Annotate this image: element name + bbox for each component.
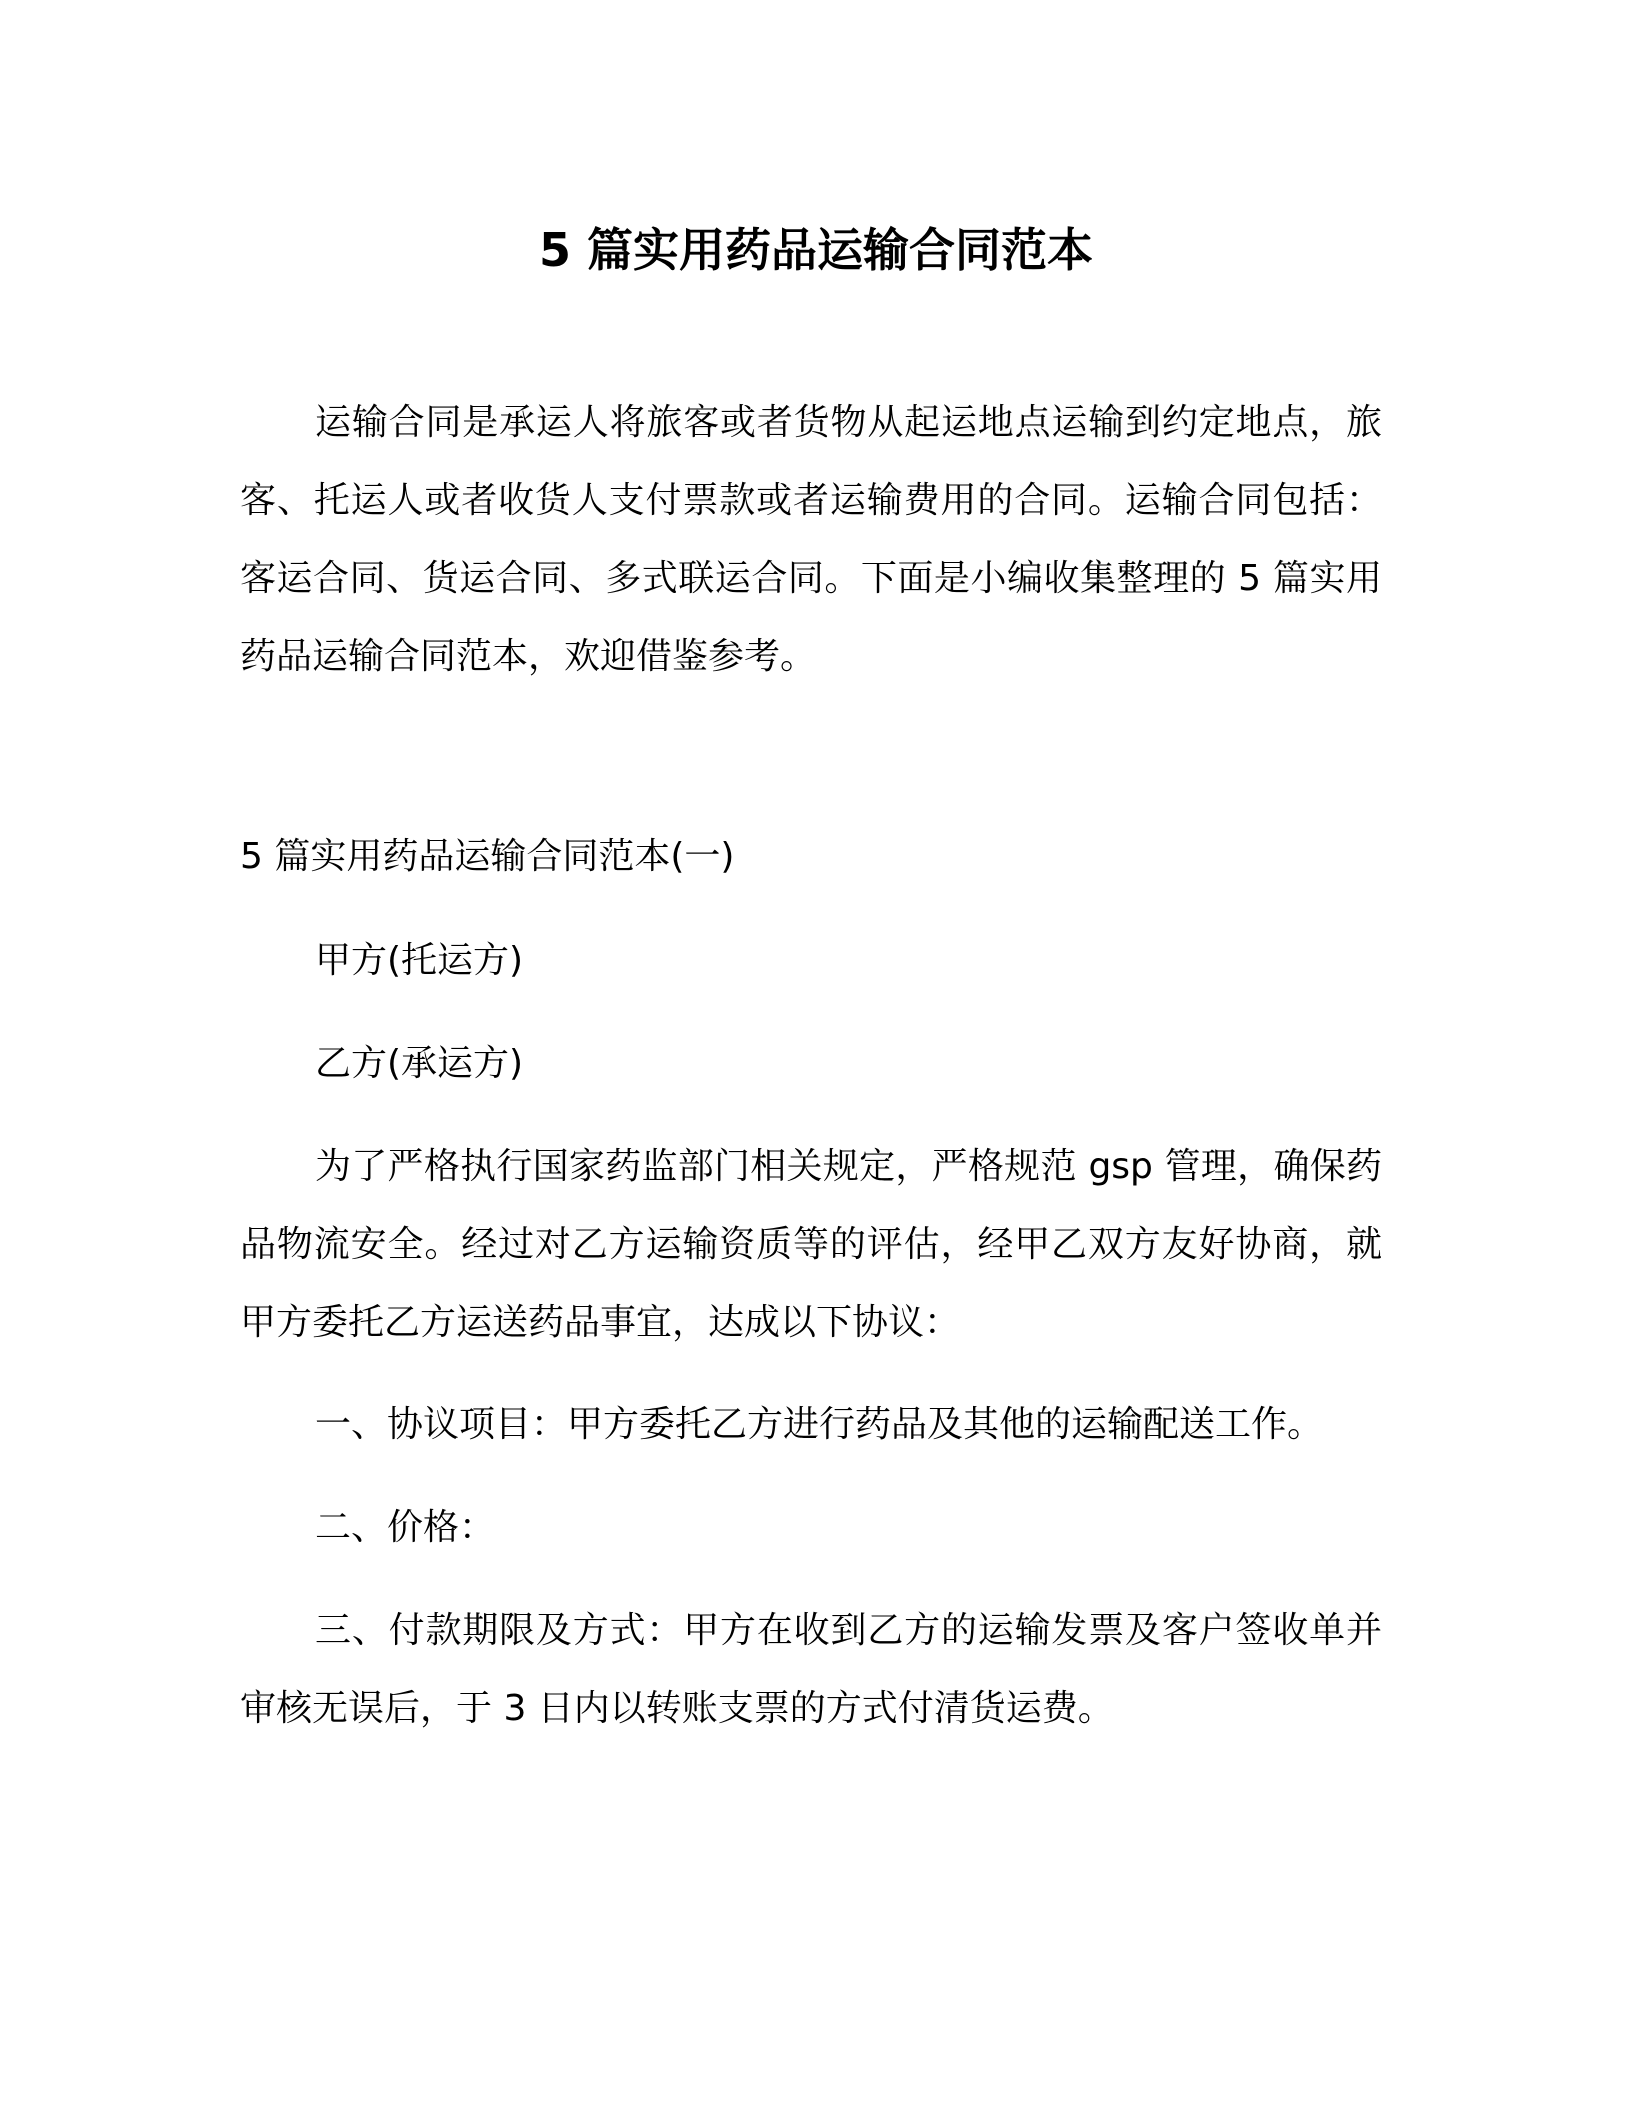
purpose-paragraph: 为了严格执行国家药监部门相关规定，严格规范 gsp 管理，确保药品物流安全。经过对乙方运输资质等的评估，经甲乙双方友好协商，就甲方委托乙方运送药品事宜，达成以下协议： (240, 1146, 1382, 1343)
section-heading: 5 篇实用药品运输合同范本(一) (240, 836, 735, 877)
intro-paragraph: 运输合同是承运人将旅客或者货物从起运地点运输到约定地点，旅客、托运人或者收货人支付票款或者运输费用的合同。运输合同包括：客运合同、货运合同、多式联运合同。下面是小编收集整理的 5 篇实用药品运输合同范本，欢迎借鉴参考。 (240, 402, 1382, 677)
clause-price: 二、价格： (315, 1507, 496, 1548)
document-title: 5 篇实用药品运输合同范本 (538, 223, 1094, 277)
party-b-line: 乙方(承运方) (315, 1043, 524, 1084)
clause-payment: 三、付款期限及方式：甲方在收到乙方的运输发票及客户签收单并审核无误后，于 3 日内以转账支票的方式付清货运费。 (240, 1610, 1382, 1729)
clause-project: 一、协议项目：甲方委托乙方进行药品及其他的运输配送工作。 (315, 1404, 1324, 1445)
party-a-line: 甲方(托运方) (315, 940, 524, 981)
